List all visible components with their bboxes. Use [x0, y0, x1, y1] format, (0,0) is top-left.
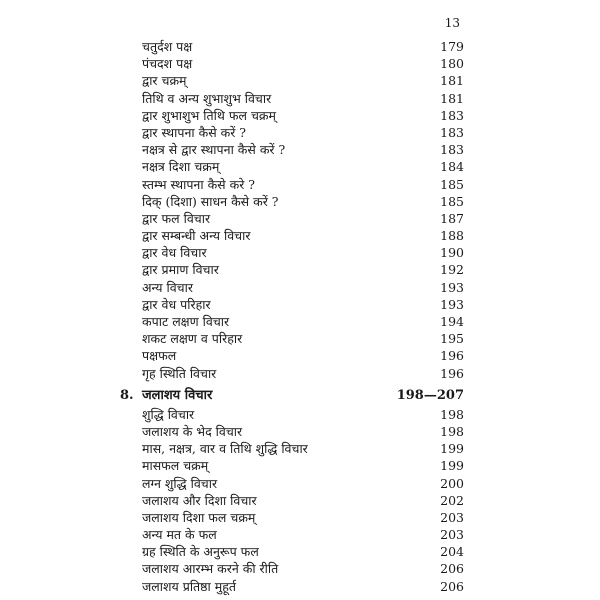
toc-entry-page: 198 [440, 406, 464, 422]
toc-entry-page: 194 [440, 314, 464, 329]
toc-entry-page: 195 [440, 331, 464, 347]
toc-entry-title: शुद्धि विचार [142, 406, 195, 422]
toc-entry-title: जलाशय आरम्भ करने की रीति [142, 561, 279, 577]
toc-entry-page: 181 [440, 90, 464, 106]
toc-entry [118, 509, 464, 526]
toc-entry-page: 199 [440, 458, 464, 474]
toc-entry-title: द्वार सम्बन्धी अन्य विचार [142, 228, 251, 244]
toc-entry-page: 206 [440, 561, 464, 577]
toc-entry-page: 188 [440, 228, 464, 244]
toc-entry-page: 183 [440, 124, 464, 140]
toc-entry-title: पंचदश पक्ष [142, 56, 193, 72]
toc-entry-page: 206 [440, 578, 464, 594]
toc-entry [118, 90, 464, 107]
toc-entry-title: नक्षत्र से द्वार स्थापना कैसे करें ? [142, 142, 286, 158]
toc-entry-title: मासफल चक्रम् [142, 458, 209, 474]
toc-entry-title: तिथि व अन्य शुभाशुभ विचार [142, 90, 272, 106]
toc-chapter-heading [118, 386, 464, 406]
chapter-page-range: 198—207 [396, 387, 464, 403]
toc-entry [118, 107, 464, 124]
toc-entry-page: 200 [440, 475, 464, 491]
toc-entry-title: पक्षफल [142, 348, 177, 364]
toc-entry-page: 203 [440, 527, 464, 543]
toc-entry-title: मास, नक्षत्र, वार व तिथि शुद्धि विचार [142, 441, 308, 457]
toc-entry-page: 199 [440, 441, 464, 457]
toc-entry [118, 176, 464, 193]
chapter-number: 8. [120, 387, 134, 403]
toc-entry [118, 543, 464, 560]
toc-entry [118, 365, 464, 382]
toc-entry-title: गृह स्थिति विचार [142, 365, 217, 381]
toc-entry-page: 203 [440, 509, 464, 525]
toc-entry-page: 202 [440, 492, 464, 508]
toc-entry-title: स्तम्भ स्थापना कैसे करे ? [142, 176, 255, 192]
toc-entry [118, 279, 464, 296]
toc-entry [118, 526, 464, 543]
toc-entry [118, 313, 464, 330]
page-number: 13 [444, 16, 460, 30]
toc-entry-title: द्वार चक्रम् [142, 73, 187, 89]
toc-entry-page: 180 [440, 56, 464, 72]
toc-section-a [118, 38, 464, 382]
toc-entry-title: नक्षत्र दिशा चक्रम् [142, 159, 220, 175]
toc-entry-page: 193 [440, 296, 464, 312]
toc-entry-title: द्वार शुभाशुभ तिथि फल चक्रम् [142, 107, 276, 123]
chapter-title: जलाशय विचार [142, 387, 213, 403]
toc-entry-title: द्वार फल विचार [142, 210, 211, 226]
toc-entry-title: ग्रह स्थिति के अनुरूप फल [142, 544, 259, 560]
toc-entry [118, 440, 464, 457]
toc-entry-page: 185 [440, 176, 464, 192]
toc-entry [118, 227, 464, 244]
toc-entry-page: 196 [440, 348, 464, 364]
toc-entry [118, 244, 464, 261]
toc-entry [118, 578, 464, 595]
toc-entry [118, 475, 464, 492]
toc-entry-title: कपाट लक्षण विचार [142, 314, 230, 329]
toc-entry-page: 198 [440, 423, 464, 439]
toc-entry-title: दिक् (दिशा) साधन कैसे करें ? [142, 193, 279, 209]
toc-entry-title: जलाशय दिशा फल चक्रम् [142, 509, 256, 525]
toc-entry-title: अन्य मत के फल [142, 527, 217, 543]
toc-entry-page: 187 [440, 210, 464, 226]
toc-entry-title: द्वार वेध विचार [142, 245, 207, 261]
toc-entry-title: जलाशय प्रतिष्ठा मुहूर्त [142, 578, 236, 594]
toc-entry-page: 196 [440, 365, 464, 381]
toc-entry [118, 457, 464, 474]
toc-entry [118, 158, 464, 175]
toc-entry-page: 193 [440, 279, 464, 295]
toc-entry [118, 261, 464, 278]
toc-entry-page: 179 [440, 39, 464, 54]
toc-entry-title: द्वार स्थापना कैसे करें ? [142, 124, 247, 140]
toc-entry [118, 72, 464, 89]
toc-entry-page: 184 [440, 159, 464, 175]
toc-entry [118, 296, 464, 313]
toc-entry-page: 183 [440, 107, 464, 123]
toc-entry-title: जलाशय और दिशा विचार [142, 492, 257, 508]
toc-entry [118, 492, 464, 509]
toc-entry [118, 406, 464, 423]
toc-entry-page: 190 [440, 245, 464, 261]
toc-entry-title: द्वार प्रमाण विचार [142, 262, 219, 278]
toc-entry [118, 210, 464, 227]
toc-entry-page: 204 [440, 544, 464, 560]
toc-entry-page: 185 [440, 193, 464, 209]
toc-entry [118, 330, 464, 347]
toc-section-b [118, 406, 464, 595]
toc-entry [118, 193, 464, 210]
toc-entry-title: द्वार वेध परिहार [142, 296, 211, 312]
toc-entry-title: चतुर्दश पक्ष [142, 39, 193, 54]
toc-entry-page: 183 [440, 142, 464, 158]
toc-entry [118, 347, 464, 364]
toc-entry-title: लग्न शुद्धि विचार [142, 475, 218, 491]
toc-entry-title: अन्य विचार [142, 279, 193, 295]
toc-entry [118, 423, 464, 440]
toc-entry-title: जलाशय के भेद विचार [142, 423, 243, 439]
toc-entry-page: 192 [440, 262, 464, 278]
toc-entry-title: शकट लक्षण व परिहार [142, 331, 243, 347]
toc-entry-page: 181 [440, 73, 464, 89]
toc-entry [118, 55, 464, 72]
toc-entry [118, 38, 464, 55]
toc-entry [118, 141, 464, 158]
table-of-contents [118, 38, 464, 595]
toc-entry [118, 124, 464, 141]
toc-entry [118, 560, 464, 577]
